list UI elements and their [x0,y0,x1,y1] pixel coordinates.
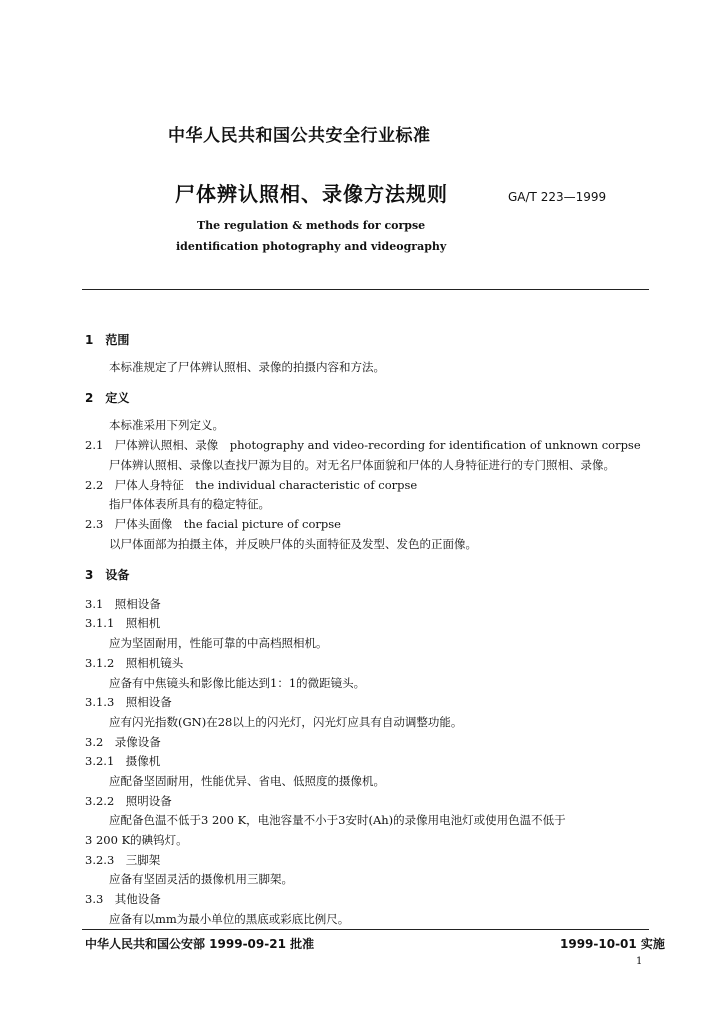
clause-heading: 3.2.1 摄像机 [85,754,161,768]
standard-number: GA/T 223—1999 [508,190,607,204]
body-text: 尸体辨认照相、录像以查找尸源为目的。对无名尸体面貌和尸体的人身特征进行的专门照相、录像。 [109,458,615,472]
clause-heading: 3.1.3 照相设备 [85,695,172,709]
body-text: 3 200 K的碘钨灯。 [85,833,188,847]
standard-body-title: 中华人民共和国公共安全行业标准 [168,126,431,146]
body-text: 本标准规定了尸体辨认照相、录像的拍摄内容和方法。 [109,360,385,374]
approval-date: 中华人民共和国公安部 1999-09-21 批准 [85,937,315,951]
body-text: 应配备色温不低于3 200 K，电池容量不小于3安时(Ah)的录像用电池灯或使用色温不低于 [109,813,566,827]
body-text: 应备有坚固灵活的摄像机用三脚架。 [109,872,293,886]
body-text: 应备有以mm为最小单位的黑底或彩底比例尺。 [109,912,350,926]
body-text: 应有闪光指数(GN)在28以上的闪光灯，闪光灯应具有自动调整功能。 [109,715,463,729]
clause-heading: 3.1.2 照相机镜头 [85,656,184,670]
implementation-date: 1999-10-01 实施 [560,937,665,951]
clause-heading: 3.2 录像设备 [85,735,161,749]
body-text: 应为坚固耐用，性能可靠的中高档照相机。 [109,636,328,650]
body-text: 本标准采用下列定义。 [109,418,224,432]
clause-heading: 2.2 尸体人身特征 the individual characteristic of corpse [85,478,418,492]
section-heading: 3 设备 [85,568,130,582]
footer-divider [82,929,649,930]
body-text: 指尸体体表所具有的稳定特征。 [109,497,270,511]
header-divider [82,289,649,290]
clause-heading: 3.3 其他设备 [85,892,161,906]
clause-heading: 3.2.2 照明设备 [85,794,172,808]
page-number: 1 [636,956,643,967]
clause-heading: 2.3 尸体头面像 the facial picture of corpse [85,517,341,531]
document-title: 尸体辨认照相、录像方法规则 [175,182,448,206]
clause-heading: 2.1 尸体辨认照相、录像 photography and video-recording for identification of unknown corpse [85,438,641,452]
section-heading: 1 范围 [85,333,130,347]
body-text: 应备有中焦镜头和影像比能达到1：1的微距镜头。 [109,676,366,690]
clause-heading: 3.1.1 照相机 [85,616,161,630]
clause-heading: 3.1 照相设备 [85,597,161,611]
body-text: 应配备坚固耐用，性能优异、省电、低照度的摄像机。 [109,774,385,788]
section-heading: 2 定义 [85,391,130,405]
english-title-line1: The regulation & methods for corpse [197,219,426,232]
english-title-line2: identification photography and videography [176,240,447,253]
body-text: 以尸体面部为拍摄主体，并反映尸体的头面特征及发型、发色的正面像。 [109,537,477,551]
clause-heading: 3.2.3 三脚架 [85,853,161,867]
